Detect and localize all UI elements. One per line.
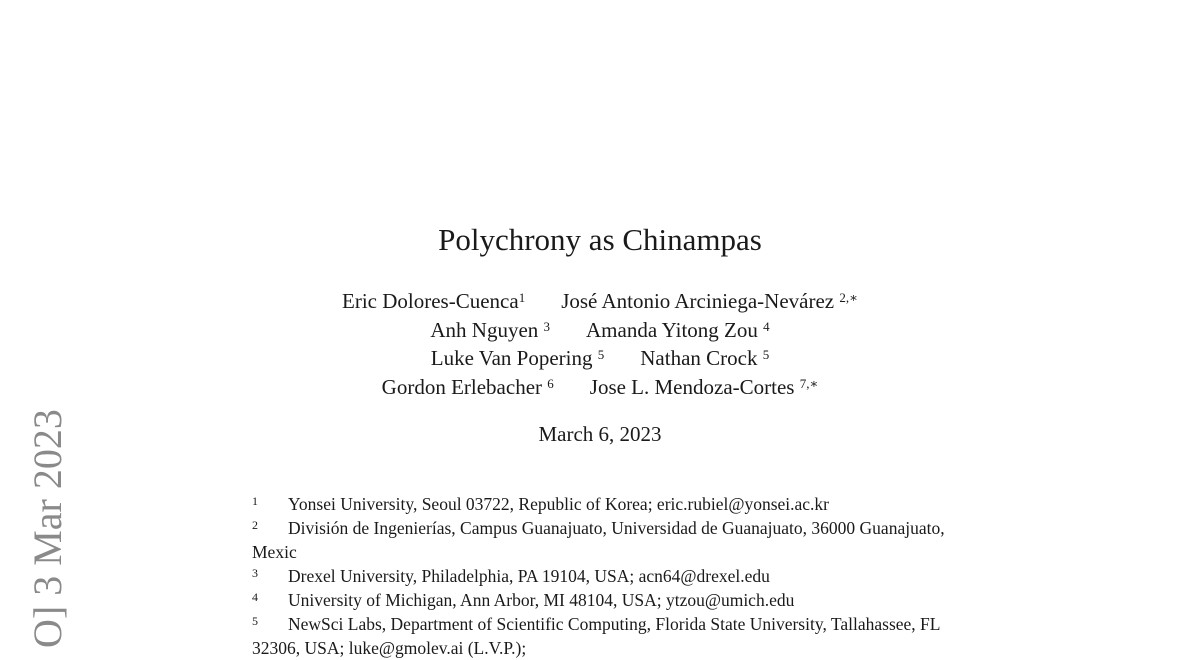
affiliation-item bbox=[252, 492, 952, 516]
author-name: Eric Dolores-Cuenca bbox=[342, 289, 519, 313]
author-name: José Antonio Arciniega-Nevárez bbox=[561, 289, 835, 313]
author-row bbox=[0, 316, 1200, 345]
author-name: Nathan Crock bbox=[640, 346, 758, 370]
author-affiliation-mark: 5 bbox=[597, 347, 605, 362]
author bbox=[430, 316, 550, 345]
affiliation-number: 2 bbox=[252, 518, 258, 532]
author-affiliation-mark: 2,∗ bbox=[839, 290, 858, 305]
author-name: Gordon Erlebacher bbox=[381, 374, 543, 399]
affiliation-number: 4 bbox=[252, 590, 258, 604]
author bbox=[431, 344, 605, 373]
affiliation-text: Drexel University, Philadelphia, PA 19104, USA; acn64@drexel.edu bbox=[288, 566, 770, 586]
affiliation-item bbox=[252, 516, 952, 564]
author-name: Amanda Yitong Zou bbox=[586, 317, 758, 342]
author bbox=[586, 316, 770, 345]
author bbox=[590, 373, 819, 402]
affiliation-text: NewSci Labs, Department of Scientific Computing, Florida State University, Tallahassee, FL 32306, USA; luke@gmolev.ai (L.V.P.); bbox=[252, 614, 940, 658]
affiliation-item bbox=[252, 588, 952, 612]
author bbox=[342, 287, 525, 316]
affiliation-number: 1 bbox=[252, 494, 258, 508]
author-affiliation-mark: 7,∗ bbox=[799, 375, 819, 391]
author-affiliation-mark: 3 bbox=[543, 318, 551, 334]
affiliation-item bbox=[252, 612, 952, 660]
affiliation-item bbox=[252, 564, 952, 588]
author-name: Jose L. Mendoza-Cortes bbox=[589, 374, 795, 399]
affiliation-text: División de Ingenierías, Campus Guanajuato, Universidad de Guanajuato, 36000 Guanajuato, Mexic bbox=[252, 518, 945, 562]
author bbox=[561, 287, 858, 316]
author-list bbox=[0, 287, 1200, 401]
author-affiliation-mark: 5 bbox=[762, 347, 770, 362]
author-affiliation-mark: 1 bbox=[518, 290, 526, 305]
paper-date: March 6, 2023 bbox=[538, 422, 662, 446]
affiliation-number: 5 bbox=[252, 614, 258, 628]
affiliation-list bbox=[252, 492, 952, 660]
author-name: Luke Van Popering bbox=[430, 346, 593, 370]
author bbox=[640, 344, 769, 373]
paper-title: Polychrony as Chinampas bbox=[438, 222, 762, 257]
author bbox=[382, 373, 554, 402]
author-row bbox=[0, 373, 1200, 402]
author-name: Anh Nguyen bbox=[430, 317, 539, 342]
affiliation-text: Yonsei University, Seoul 03722, Republic of Korea; eric.rubiel@yonsei.ac.kr bbox=[288, 494, 830, 514]
author-row bbox=[0, 287, 1200, 316]
affiliation-number: 3 bbox=[252, 566, 258, 580]
author-affiliation-mark: 4 bbox=[763, 318, 770, 334]
author-affiliation-mark: 6 bbox=[547, 375, 554, 391]
arxiv-side-stamp: O] 3 Mar 2023 bbox=[25, 409, 70, 648]
affiliation-text: University of Michigan, Ann Arbor, MI 48104, USA; ytzou@umich.edu bbox=[288, 590, 795, 610]
author-row bbox=[0, 344, 1200, 373]
